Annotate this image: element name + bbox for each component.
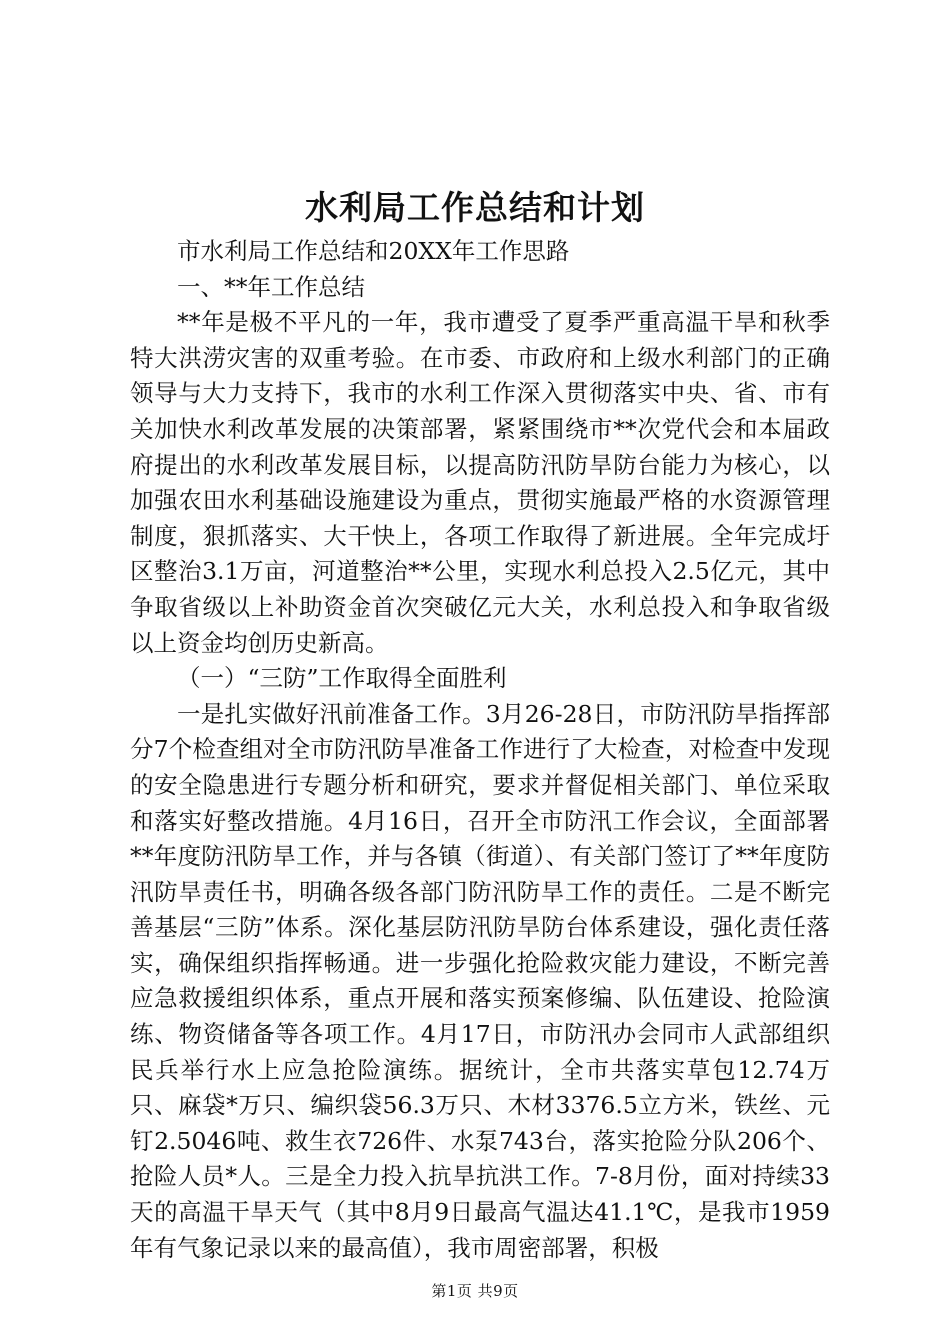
subtitle-line: 市水利局工作总结和20XX年工作思路 xyxy=(177,237,570,265)
subsection-heading: （一）“三防”工作取得全面胜利 xyxy=(177,664,507,693)
page-number-footer: 第1页 共9页 xyxy=(431,1282,519,1300)
document-title: 水利局工作总结和计划 xyxy=(305,188,645,227)
section-heading: 一、**年工作总结 xyxy=(177,272,365,301)
body-paragraph: 一是扎实做好汛前准备工作。3月26-28日，市防汛防旱指挥部分7个检查组对全市防汛防旱准备工作进行了大检查，对检查中发现的安全隐患进行专题分析和研究，要求并督促相关部门、单位采取和落实好整改措施。4月16日，召开全市防汛工作会议，全面部署**年度防汛防旱工作，并与各镇（街道）、有关部门签订了**年度防汛防旱责任书，明确各级各部门防汛防旱工作的责任。二是不断完善基层“三防”体系。深化基层防汛防旱防台体系建设，强化责任落实，确保组织指挥畅通。进一步强化抢险救灾能力建设，不断完善应急救援组织体系，重点开展和落实预案修编、队伍建设、抢险演练、物资储备等各项工作。4月17日，市防汛办会同市人武部组织民兵举行水上应急抢险演练。据统计，全市共落实草包12.74万只、麻袋*万只、编织袋56.3万只、木材3376.5立方米，铁丝、元钉2.5046吨、救生衣726件、水泵743台，落实抢险分队206个、抢险人员*人。三是全力投入抗旱抗洪工作。7-8月份，面对持续33天的高温干旱天气（其中8月9日最高气温达41.1℃，是我市1959年有气象记录以来的最高值），我市周密部署，积极 xyxy=(130,699,830,1262)
body-paragraph: **年是极不平凡的一年，我市遭受了夏季严重高温干旱和秋季特大洪涝灾害的双重考验。在市委、市政府和上级水利部门的正确领导与大力支持下，我市的水利工作深入贯彻落实中央、省、市有关加快水利改革发展的决策部署，紧紧围绕市**次党代会和本届政府提出的水利改革发展目标，以提高防汛防旱防台能力为核心，以加强农田水利基础设施建设为重点，贯彻实施最严格的水资源管理制度，狠抓落实、大干快上，各项工作取得了新进展。全年完成圩区整治3.1万亩，河道整治**公里，实现水利总投入2.5亿元，其中争取省级以上补助资金首次突破亿元大关，水利总投入和争取省级以上资金均创历史新高。 xyxy=(130,308,830,657)
document-body xyxy=(130,234,830,1266)
